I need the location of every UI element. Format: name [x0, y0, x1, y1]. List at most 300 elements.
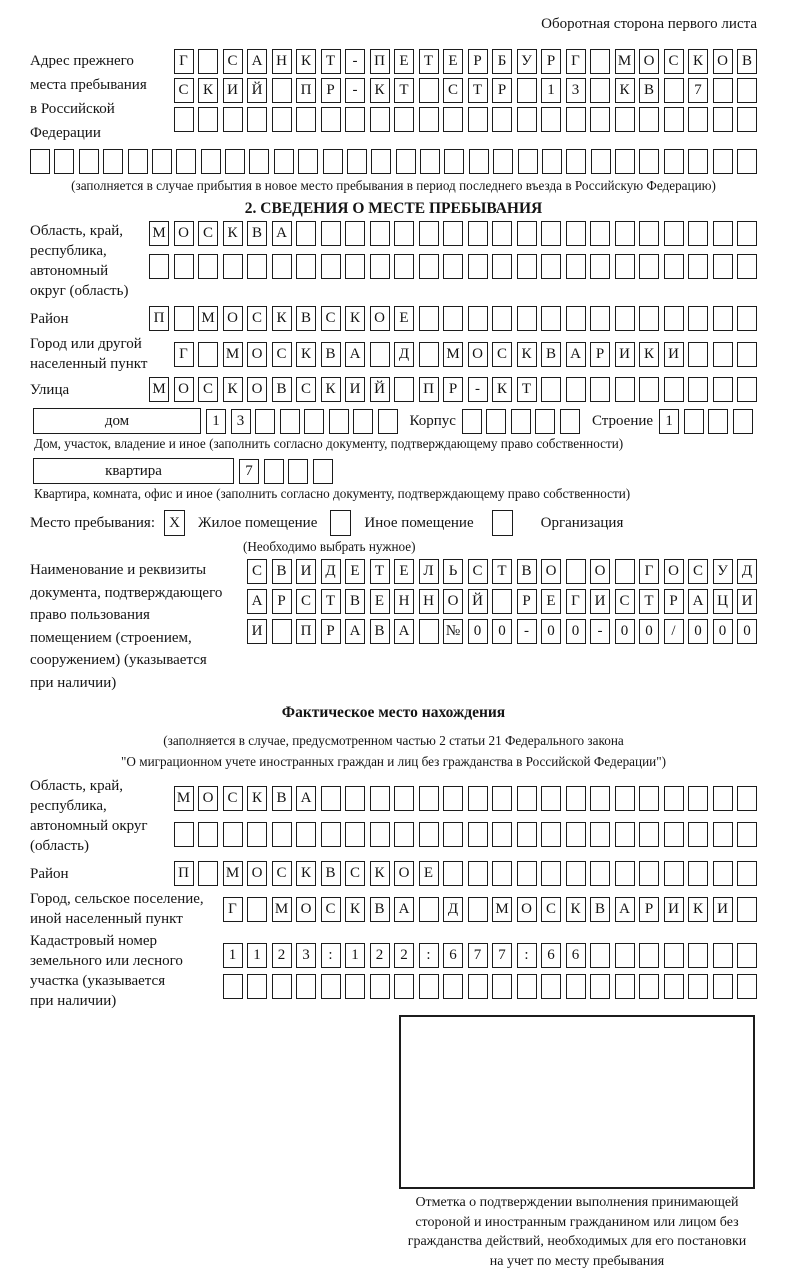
char-box[interactable] [296, 254, 316, 279]
char-box[interactable] [541, 107, 561, 132]
char-box[interactable] [517, 974, 537, 999]
char-box[interactable] [517, 221, 537, 246]
char-box[interactable]: О [370, 306, 390, 331]
char-box[interactable] [713, 342, 733, 367]
char-box[interactable]: П [419, 377, 439, 402]
char-box[interactable]: Е [443, 49, 463, 74]
char-box[interactable]: Р [443, 377, 463, 402]
char-box[interactable] [198, 254, 218, 279]
char-box[interactable]: Н [272, 49, 292, 74]
char-box[interactable]: М [615, 49, 635, 74]
char-box[interactable]: П [296, 78, 316, 103]
char-box[interactable] [223, 822, 243, 847]
char-box[interactable] [688, 107, 708, 132]
char-box[interactable] [419, 78, 439, 103]
char-box[interactable] [345, 221, 365, 246]
char-box[interactable] [468, 897, 488, 922]
char-box[interactable] [419, 974, 439, 999]
char-box[interactable]: А [247, 589, 267, 614]
char-box[interactable] [737, 306, 757, 331]
char-box[interactable]: - [345, 49, 365, 74]
char-box[interactable] [639, 306, 659, 331]
char-box[interactable] [664, 221, 684, 246]
char-box[interactable]: Р [468, 49, 488, 74]
char-box[interactable] [492, 786, 512, 811]
char-box[interactable] [174, 107, 194, 132]
char-box[interactable]: О [174, 221, 194, 246]
char-box[interactable]: О [198, 786, 218, 811]
char-box[interactable] [535, 409, 555, 434]
char-box[interactable] [198, 107, 218, 132]
char-box[interactable] [615, 943, 635, 968]
char-box[interactable]: Е [541, 589, 561, 614]
char-box[interactable] [321, 221, 341, 246]
char-box[interactable] [688, 974, 708, 999]
char-box[interactable]: 7 [492, 943, 512, 968]
char-box[interactable]: С [468, 559, 488, 584]
char-box[interactable] [615, 149, 635, 174]
char-box[interactable]: С [198, 221, 218, 246]
char-box[interactable] [321, 254, 341, 279]
char-box[interactable] [639, 107, 659, 132]
char-box[interactable]: И [345, 377, 365, 402]
char-box[interactable]: 6 [566, 943, 586, 968]
char-box[interactable] [639, 974, 659, 999]
char-box[interactable]: С [345, 861, 365, 886]
char-box[interactable] [492, 306, 512, 331]
char-box[interactable] [541, 221, 561, 246]
char-box[interactable]: А [615, 897, 635, 922]
char-box[interactable] [737, 342, 757, 367]
char-box[interactable]: О [517, 897, 537, 922]
char-box[interactable]: С [272, 342, 292, 367]
char-box[interactable]: Е [370, 589, 390, 614]
char-box[interactable]: С [492, 342, 512, 367]
char-box[interactable]: М [174, 786, 194, 811]
char-box[interactable] [247, 974, 267, 999]
char-box[interactable]: У [713, 559, 733, 584]
char-box[interactable]: : [321, 943, 341, 968]
char-box[interactable] [249, 149, 269, 174]
char-box[interactable]: 0 [468, 619, 488, 644]
char-box[interactable] [541, 254, 561, 279]
char-box[interactable]: 0 [492, 619, 512, 644]
char-box[interactable] [737, 861, 757, 886]
char-box[interactable]: С [174, 78, 194, 103]
char-box[interactable] [30, 149, 50, 174]
char-box[interactable]: Г [174, 49, 194, 74]
char-box[interactable]: В [370, 619, 390, 644]
char-box[interactable]: С [296, 377, 316, 402]
char-box[interactable] [280, 409, 300, 434]
char-box[interactable] [737, 786, 757, 811]
char-box[interactable]: С [223, 49, 243, 74]
char-box[interactable] [492, 861, 512, 886]
char-box[interactable]: Р [517, 589, 537, 614]
char-box[interactable]: С [688, 559, 708, 584]
char-box[interactable]: С [321, 897, 341, 922]
char-box[interactable] [737, 822, 757, 847]
char-box[interactable]: 2 [394, 943, 414, 968]
char-box[interactable] [517, 78, 537, 103]
char-box[interactable] [462, 409, 482, 434]
char-box[interactable] [247, 254, 267, 279]
char-box[interactable]: О [468, 342, 488, 367]
char-box[interactable] [517, 861, 537, 886]
char-box[interactable]: Т [370, 559, 390, 584]
char-box[interactable] [419, 254, 439, 279]
char-box[interactable]: К [247, 786, 267, 811]
char-box[interactable] [469, 149, 489, 174]
char-box[interactable]: М [223, 342, 243, 367]
char-box[interactable]: С [198, 377, 218, 402]
char-box[interactable] [664, 78, 684, 103]
char-box[interactable]: В [517, 559, 537, 584]
char-box[interactable] [198, 342, 218, 367]
char-box[interactable]: Е [394, 559, 414, 584]
char-box[interactable] [713, 149, 733, 174]
char-box[interactable]: Е [394, 306, 414, 331]
char-box[interactable]: Р [664, 589, 684, 614]
char-box[interactable]: Т [468, 78, 488, 103]
char-box[interactable]: И [737, 589, 757, 614]
char-box[interactable]: А [688, 589, 708, 614]
char-box[interactable] [492, 107, 512, 132]
char-box[interactable] [511, 409, 531, 434]
char-box[interactable] [664, 786, 684, 811]
char-box[interactable] [517, 822, 537, 847]
char-box[interactable]: 6 [443, 943, 463, 968]
char-box[interactable]: С [247, 559, 267, 584]
char-box[interactable] [321, 974, 341, 999]
char-box[interactable]: И [296, 559, 316, 584]
char-box[interactable] [492, 221, 512, 246]
char-box[interactable] [639, 943, 659, 968]
char-box[interactable]: 1 [223, 943, 243, 968]
char-box[interactable] [639, 822, 659, 847]
char-box[interactable] [664, 861, 684, 886]
char-box[interactable] [345, 974, 365, 999]
char-box[interactable] [566, 149, 586, 174]
char-box[interactable] [419, 619, 439, 644]
char-box[interactable] [713, 221, 733, 246]
char-box[interactable] [541, 306, 561, 331]
char-box[interactable]: 0 [615, 619, 635, 644]
char-box[interactable] [713, 254, 733, 279]
char-box[interactable] [79, 149, 99, 174]
char-box[interactable] [247, 107, 267, 132]
char-box[interactable]: К [517, 342, 537, 367]
char-box[interactable] [737, 377, 757, 402]
char-box[interactable]: Р [590, 342, 610, 367]
char-box[interactable]: Д [394, 342, 414, 367]
char-box[interactable]: : [419, 943, 439, 968]
char-box[interactable] [517, 306, 537, 331]
char-box[interactable] [420, 149, 440, 174]
char-box[interactable]: В [345, 589, 365, 614]
char-box[interactable]: П [174, 861, 194, 886]
char-box[interactable]: К [370, 78, 390, 103]
char-box[interactable] [198, 49, 218, 74]
char-box[interactable] [468, 254, 488, 279]
char-box[interactable] [298, 149, 318, 174]
char-box[interactable]: К [296, 49, 316, 74]
char-box[interactable] [664, 822, 684, 847]
char-box[interactable] [615, 559, 635, 584]
char-box[interactable] [394, 786, 414, 811]
char-box[interactable]: К [223, 221, 243, 246]
char-box[interactable]: 3 [231, 409, 251, 434]
char-box[interactable] [566, 107, 586, 132]
char-box[interactable]: О [639, 49, 659, 74]
char-box[interactable] [272, 974, 292, 999]
char-box[interactable]: Й [468, 589, 488, 614]
char-box[interactable]: А [345, 342, 365, 367]
char-box[interactable]: / [664, 619, 684, 644]
char-box[interactable]: О [247, 377, 267, 402]
char-box[interactable]: Т [321, 589, 341, 614]
char-box[interactable] [664, 377, 684, 402]
char-box[interactable] [370, 974, 390, 999]
char-box[interactable] [370, 254, 390, 279]
char-box[interactable] [272, 619, 292, 644]
char-box[interactable]: А [247, 49, 267, 74]
char-box[interactable] [560, 409, 580, 434]
char-box[interactable]: А [296, 786, 316, 811]
char-box[interactable] [517, 254, 537, 279]
char-box[interactable] [639, 149, 659, 174]
char-box[interactable] [541, 822, 561, 847]
char-box[interactable]: С [541, 897, 561, 922]
char-box[interactable]: № [443, 619, 463, 644]
char-box[interactable]: В [541, 342, 561, 367]
char-box[interactable] [737, 897, 757, 922]
char-box[interactable] [737, 221, 757, 246]
char-box[interactable]: Л [419, 559, 439, 584]
char-box[interactable]: Г [566, 589, 586, 614]
char-box[interactable] [684, 409, 704, 434]
char-box[interactable]: А [272, 221, 292, 246]
char-box[interactable]: К [345, 897, 365, 922]
char-box[interactable] [566, 254, 586, 279]
char-box[interactable]: 1 [541, 78, 561, 103]
char-box[interactable] [419, 786, 439, 811]
char-box[interactable]: Р [272, 589, 292, 614]
char-box[interactable] [737, 107, 757, 132]
char-box[interactable] [708, 409, 728, 434]
char-box[interactable]: Е [394, 49, 414, 74]
char-box[interactable] [443, 221, 463, 246]
char-box[interactable] [688, 786, 708, 811]
char-box[interactable] [566, 377, 586, 402]
char-box[interactable] [590, 377, 610, 402]
char-box[interactable]: Р [541, 49, 561, 74]
char-box[interactable] [713, 306, 733, 331]
char-box[interactable]: М [149, 377, 169, 402]
char-box[interactable]: П [296, 619, 316, 644]
char-box[interactable] [566, 221, 586, 246]
char-box[interactable] [639, 861, 659, 886]
char-box[interactable] [590, 786, 610, 811]
char-box[interactable] [394, 974, 414, 999]
char-box[interactable] [321, 822, 341, 847]
char-box[interactable] [688, 822, 708, 847]
char-box[interactable]: 0 [541, 619, 561, 644]
char-box[interactable]: 0 [566, 619, 586, 644]
char-box[interactable] [149, 254, 169, 279]
char-box[interactable] [733, 409, 753, 434]
char-box[interactable] [198, 861, 218, 886]
char-box[interactable]: В [321, 342, 341, 367]
char-box[interactable] [54, 149, 74, 174]
char-box[interactable] [541, 974, 561, 999]
char-box[interactable] [443, 107, 463, 132]
char-box[interactable]: О [541, 559, 561, 584]
char-box[interactable] [174, 822, 194, 847]
char-box[interactable]: В [272, 377, 292, 402]
char-box[interactable]: Р [492, 78, 512, 103]
char-box[interactable] [176, 149, 196, 174]
char-box[interactable] [296, 822, 316, 847]
char-box[interactable] [443, 306, 463, 331]
char-box[interactable]: А [345, 619, 365, 644]
char-box[interactable]: К [296, 861, 316, 886]
char-box[interactable]: М [223, 861, 243, 886]
char-box[interactable]: - [468, 377, 488, 402]
char-box[interactable] [541, 861, 561, 886]
char-box[interactable]: О [443, 589, 463, 614]
char-box[interactable]: С [615, 589, 635, 614]
char-box[interactable] [272, 107, 292, 132]
char-box[interactable] [688, 943, 708, 968]
char-box[interactable] [321, 107, 341, 132]
char-box[interactable]: В [296, 306, 316, 331]
char-box[interactable] [370, 221, 390, 246]
char-box[interactable] [713, 78, 733, 103]
char-box[interactable] [615, 107, 635, 132]
char-box[interactable]: Н [394, 589, 414, 614]
char-box[interactable]: А [394, 619, 414, 644]
char-box[interactable] [247, 822, 267, 847]
char-box[interactable] [419, 107, 439, 132]
char-box[interactable]: С [223, 786, 243, 811]
char-box[interactable] [468, 822, 488, 847]
char-box[interactable] [590, 822, 610, 847]
apartment-field-box[interactable] [33, 458, 234, 484]
char-box[interactable] [492, 822, 512, 847]
char-box[interactable] [493, 149, 513, 174]
char-box[interactable]: М [198, 306, 218, 331]
char-box[interactable] [394, 254, 414, 279]
char-box[interactable]: М [492, 897, 512, 922]
char-box[interactable]: Т [517, 377, 537, 402]
char-box[interactable] [152, 149, 172, 174]
char-box[interactable] [370, 107, 390, 132]
char-box[interactable]: 1 [247, 943, 267, 968]
char-box[interactable] [664, 943, 684, 968]
char-box[interactable] [288, 459, 308, 484]
char-box[interactable]: 2 [272, 943, 292, 968]
char-box[interactable] [639, 221, 659, 246]
char-box[interactable] [590, 943, 610, 968]
char-box[interactable] [174, 306, 194, 331]
char-box[interactable]: Й [370, 377, 390, 402]
char-box[interactable] [713, 974, 733, 999]
char-box[interactable] [370, 822, 390, 847]
char-box[interactable]: Г [639, 559, 659, 584]
char-box[interactable]: 7 [688, 78, 708, 103]
char-box[interactable] [590, 306, 610, 331]
char-box[interactable]: - [590, 619, 610, 644]
char-box[interactable] [255, 409, 275, 434]
char-box[interactable] [468, 861, 488, 886]
char-box[interactable]: К [370, 861, 390, 886]
char-box[interactable] [225, 149, 245, 174]
char-box[interactable] [590, 254, 610, 279]
char-box[interactable]: О [664, 559, 684, 584]
char-box[interactable] [443, 254, 463, 279]
char-box[interactable]: Г [174, 342, 194, 367]
char-box[interactable]: Т [394, 78, 414, 103]
char-box[interactable] [639, 254, 659, 279]
char-box[interactable] [541, 377, 561, 402]
char-box[interactable] [371, 149, 391, 174]
char-box[interactable] [394, 221, 414, 246]
char-box[interactable] [713, 822, 733, 847]
char-box[interactable]: Т [639, 589, 659, 614]
char-box[interactable] [128, 149, 148, 174]
char-box[interactable] [591, 149, 611, 174]
char-box[interactable] [615, 822, 635, 847]
char-box[interactable] [492, 974, 512, 999]
char-box[interactable]: Г [566, 49, 586, 74]
char-box[interactable]: 3 [566, 78, 586, 103]
char-box[interactable]: Г [223, 897, 243, 922]
char-box[interactable] [688, 149, 708, 174]
char-box[interactable] [264, 459, 284, 484]
char-box[interactable] [443, 974, 463, 999]
char-box[interactable] [517, 107, 537, 132]
char-box[interactable]: Т [492, 559, 512, 584]
char-box[interactable] [664, 254, 684, 279]
char-box[interactable]: - [517, 619, 537, 644]
char-box[interactable]: Е [345, 559, 365, 584]
char-box[interactable] [542, 149, 562, 174]
char-box[interactable] [419, 306, 439, 331]
char-box[interactable] [688, 377, 708, 402]
char-box[interactable] [615, 786, 635, 811]
char-box[interactable]: Т [321, 49, 341, 74]
char-box[interactable] [737, 78, 757, 103]
char-box[interactable] [347, 149, 367, 174]
char-box[interactable] [304, 409, 324, 434]
char-box[interactable]: Р [639, 897, 659, 922]
char-box[interactable]: 1 [659, 409, 679, 434]
char-box[interactable] [419, 822, 439, 847]
char-box[interactable]: О [394, 861, 414, 886]
stay-type-checkbox-other[interactable] [330, 510, 351, 536]
char-box[interactable] [419, 221, 439, 246]
char-box[interactable]: : [517, 943, 537, 968]
char-box[interactable] [103, 149, 123, 174]
char-box[interactable] [713, 861, 733, 886]
char-box[interactable]: В [737, 49, 757, 74]
char-box[interactable] [394, 107, 414, 132]
char-box[interactable] [615, 974, 635, 999]
char-box[interactable]: 0 [688, 619, 708, 644]
char-box[interactable] [321, 786, 341, 811]
char-box[interactable] [664, 306, 684, 331]
